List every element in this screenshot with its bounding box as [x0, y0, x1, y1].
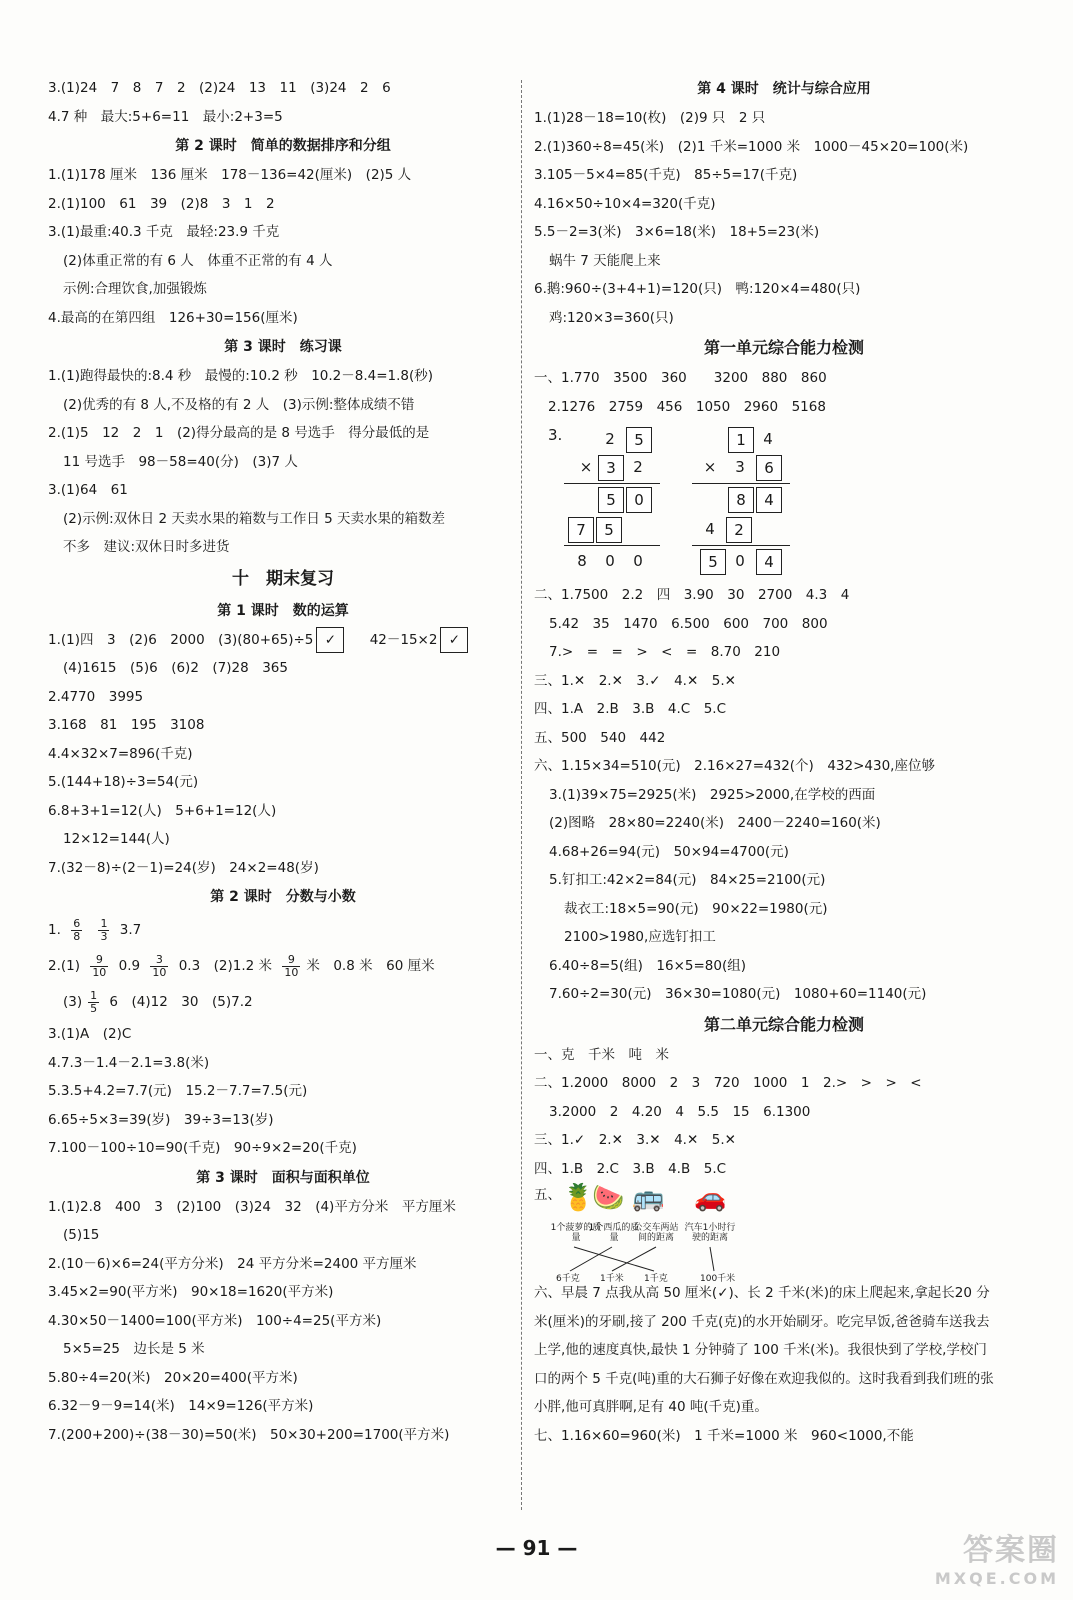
answer-line: 4.68+26=94(元) 50×94=4700(元) [549, 843, 789, 860]
numerator: 6 [73, 916, 81, 930]
numerator: 3 [155, 952, 163, 966]
check-box: ✓ [316, 627, 344, 653]
digit-box: 1 [728, 427, 754, 453]
match-caption: 公交车两站间的距离 [633, 1223, 679, 1243]
match-line [574, 1247, 654, 1271]
answer-text: 3.7 [119, 922, 142, 938]
column-divider [521, 80, 522, 1510]
watermark [935, 1525, 1059, 1588]
match-line [570, 1247, 612, 1271]
answer-line: 四、1.A 2.B 3.B 4.C 5.C [534, 701, 727, 717]
answer-line: 12×12=144(人) [63, 831, 170, 847]
answer-text: 米 0.8 米 60 厘米 [306, 958, 435, 974]
answer-line: 4.7 种 最大:5+6=11 最小:2+3=5 [48, 108, 283, 125]
answer-line: 5.80÷4=20(米) 20×20=400(平方米) [48, 1369, 298, 1386]
answer-line: 1.(1)28－18=10(枚) (2)9 只 2 只 [534, 110, 766, 126]
answer-line [48, 626, 518, 655]
answer-text: (3) [63, 994, 83, 1010]
answer-line: 二、1.7500 2.2 四 3.90 30 2700 4.3 4 [534, 587, 850, 603]
answer-text: 0.9 [118, 958, 141, 974]
answer-line: 2.(1)5 12 2 1 (2)得分最高的是 8 号选手 得分最低的是 [48, 425, 430, 441]
answer-line [48, 984, 518, 1020]
digit: 0 [735, 552, 745, 570]
match-line [710, 1247, 714, 1271]
answer-line: 示例:合理饮食,加强锻炼 [63, 281, 207, 297]
digit-box: 5 [596, 517, 622, 543]
unit-label: 6千克 [556, 1274, 580, 1284]
answer-line: 4.7.3－1.4－2.1=3.8(米) [48, 1054, 210, 1071]
page-number: — 91 — [495, 1536, 578, 1560]
multiplication-puzzles [534, 421, 1034, 581]
digit-box: 5 [598, 487, 624, 513]
pineapple-icon: 🍍 [562, 1183, 595, 1213]
numerator: 1 [100, 916, 108, 930]
right-column [534, 74, 1034, 1450]
answer-line: 7.(32－8)÷(2－1)=24(岁) 24×2=48(岁) [48, 859, 319, 876]
matching-diagram [534, 1183, 1034, 1284]
answer-line: 5.5－2=3(米) 3×6=18(米) 18+5=23(米) [534, 224, 820, 240]
answer-text: 2.(1) [48, 958, 81, 974]
match-line [612, 1247, 656, 1271]
answer-line: 裁衣工:18×5=90(元) 90×22=1980(元) [564, 900, 828, 917]
answer-line: 1.(1)178 厘米 136 厘米 178－136=42(厘米) (2)5 人 [48, 167, 412, 183]
answer-line: 7.> = = > < = 8.70 210 [549, 644, 781, 660]
answer-line: 2.(10－6)×6=24(平方分米) 24 平方分米=2400 平方厘米 [48, 1255, 417, 1272]
answer-line: 4.4×32×7=896(千克) [48, 745, 193, 762]
answer-line: 6.32－9－9=14(米) 14×9=126(平方米) [48, 1398, 314, 1414]
digit-box: 8 [728, 487, 754, 513]
answer-text: 3. [548, 426, 563, 444]
match-caption: 1个西瓜的质量 [588, 1223, 640, 1243]
digit-box: 4 [756, 549, 782, 575]
story-paragraph: 六、早晨 7 点我从高 50 厘米(✓)、长 2 千米(米)的床上爬起来,拿起长20 分米(厘米)的牙刷,接了 200 千克(克)的水开始刷牙。吃完早饭,爸爸骑车送我去上学,他的速度真快,最快 1 分钟骑了 100 千米(米)。我很快到了学校,学校门口的两个 5 千克(吨)重的大石狮子好像在欢迎我似的。这时我看到我们班的张小胖,他可真胖啊,足有 40 吨(千克)重。 [534, 1285, 994, 1415]
rule-line [564, 483, 660, 484]
answer-line: 蜗牛 7 天能爬上来 [549, 252, 661, 269]
check-box: ✓ [440, 627, 468, 653]
answer-line: (2)图略 28×80=2240(米) 2400－2240=160(米) [549, 815, 881, 831]
answer-line: 三、1.✓ 2.✕ 3.✕ 4.✕ 5.✕ [534, 1132, 736, 1148]
answer-line: 4.16×50÷10×4=320(千克) [534, 195, 716, 212]
bus-icon: 🚌 [632, 1183, 665, 1213]
denominator: 10 [152, 965, 167, 979]
digit: 4 [705, 520, 715, 538]
answer-line: 不多 建议:双休日时多进货 [63, 539, 230, 555]
answer-line: 3.168 81 195 3108 [48, 717, 205, 733]
answer-line: 五、500 540 442 [534, 729, 666, 746]
answer-text: 1. [48, 922, 61, 938]
times-sign: × [703, 458, 717, 476]
lesson-title: 第 2 课时 简单的数据排序和分组 [175, 138, 391, 154]
answer-text: 1.(1)四 3 (2)6 2000 (3)(80+65)÷5 [48, 631, 314, 648]
answer-line: 6.65÷5×3=39(岁) 39÷3=13(岁) [48, 1111, 274, 1128]
numerator: 9 [95, 952, 103, 966]
answer-line: 3.(1)最重:40.3 千克 最轻:23.9 千克 [48, 224, 280, 240]
denominator: 5 [90, 1001, 98, 1015]
digit-box: 5 [626, 427, 652, 453]
answer-text: 0.3 (2)1.2 米 [178, 958, 273, 974]
answer-line: (2)体重正常的有 6 人 体重不正常的有 4 人 [63, 252, 333, 269]
answer-text: 42－15×2 [369, 631, 438, 648]
left-column [48, 74, 518, 1449]
unit-label: 100千米 [700, 1274, 736, 1284]
answer-line: 5.钉扣工:42×2=84(元) 84×25=2100(元) [549, 872, 826, 888]
answer-line: 1.(1)2.8 400 3 (2)100 (3)24 32 (4)平方分米 平方厘米 [48, 1198, 456, 1215]
rule-line [564, 545, 660, 546]
answer-line: 3.(1)39×75=2925(米) 2925>2000,在学校的西面 [549, 786, 876, 803]
digit-box: 7 [568, 517, 594, 543]
page-number-value: 91 [522, 1536, 551, 1560]
answer-line: (5)15 [63, 1227, 100, 1243]
unit-label: 1千米 [600, 1274, 624, 1284]
answer-line: 鸡:120×3=360(只) [549, 309, 674, 326]
answer-line: 3.45×2=90(平方米) 90×18=1620(平方米) [48, 1284, 334, 1300]
digit-box: 5 [700, 549, 726, 575]
answer-line: 6.鹅:960÷(3+4+1)=120(只) 鸭:120×4=480(只) [534, 281, 861, 297]
digit-box: 2 [726, 517, 752, 543]
denominator: 3 [100, 929, 108, 943]
lesson-title: 第 4 课时 统计与综合应用 [697, 81, 871, 97]
digit: 2 [605, 430, 615, 448]
answer-line: 6.8+3+1=12(人) 5+6+1=12(人) [48, 802, 277, 819]
numerator: 9 [287, 952, 295, 966]
watermark-url: MXQE.COM [934, 1569, 1059, 1588]
answer-line: 3.(1)64 61 [48, 482, 128, 498]
answer-line: 3.(1)24 7 8 7 2 (2)24 13 11 (3)24 2 6 [48, 80, 391, 96]
answer-text: 五、 [534, 1187, 561, 1203]
denominator: 10 [284, 965, 299, 979]
answer-line: 一、1.770 3500 360 3200 880 860 [534, 370, 827, 386]
lesson-title: 第 2 课时 分数与小数 [210, 889, 356, 905]
rule-line [692, 483, 790, 484]
digit: 0 [605, 552, 615, 570]
answer-line: 5.(144+18)÷3=54(元) [48, 774, 199, 790]
answer-line: (2)示例:双休日 2 天卖水果的箱数与工作日 5 天卖水果的箱数差 [63, 510, 446, 527]
digit-box: 0 [626, 487, 652, 513]
answer-line: 4.30×50－1400=100(平方米) 100÷4=25(平方米) [48, 1312, 382, 1329]
answer-line: 4.最高的在第四组 126+30=156(厘米) [48, 309, 298, 326]
lesson-title: 第 3 课时 练习课 [224, 339, 342, 355]
test-title: 第二单元综合能力检测 [703, 1014, 864, 1034]
answer-line: 一、克 千米 吨 米 [534, 1046, 669, 1063]
denominator: 10 [92, 965, 107, 979]
match-caption: 1个菠萝的质量 [550, 1223, 602, 1243]
watermark-logo: 答案圈 [963, 1533, 1059, 1568]
answer-line: 七、1.16×60=960(米) 1 千米=1000 米 960<1000,不能 [534, 1427, 914, 1444]
answer-line: 3.(1)A (2)C [48, 1026, 132, 1042]
times-sign: × [579, 458, 593, 476]
answer-line: 2.1276 2759 456 1050 2960 5168 [548, 398, 826, 415]
answer-line: 2.(1)100 61 39 (2)8 3 1 2 [48, 195, 275, 212]
answer-line: 7.60÷2=30(元) 36×30=1080(元) 1080+60=1140(元) [549, 986, 927, 1002]
answer-line: (4)1615 (5)6 (6)2 (7)28 365 [63, 660, 288, 676]
answer-text: 6 (4)12 30 (5)7.2 [109, 994, 253, 1010]
digit-box: 4 [756, 487, 782, 513]
watermelon-icon: 🍉 [592, 1183, 625, 1213]
fraction [98, 918, 109, 943]
digit-box: 6 [756, 455, 782, 481]
answer-line: 3.105－5×4=85(千克) 85÷5=17(千克) [534, 167, 798, 183]
answer-line: 7.(200+200)÷(38－30)=50(米) 50×30+200=1700(平方米) [48, 1426, 450, 1443]
car-icon: 🚗 [694, 1183, 727, 1213]
answer-line: 1.(1)跑得最快的:8.4 秒 最慢的:10.2 秒 10.2－8.4=1.8(秒) [48, 368, 434, 384]
fraction [88, 990, 99, 1015]
answer-line: 2100>1980,应选钉扣工 [564, 929, 716, 945]
test-title: 第一单元综合能力检测 [703, 338, 864, 357]
answer-line: 六、1.15×34=510(元) 2.16×27=432(个) 432>430,座位够 [534, 758, 935, 774]
match-caption: 汽车1小时行驶的距离 [684, 1223, 736, 1243]
fraction [282, 954, 300, 979]
digit: 3 [735, 458, 745, 476]
answer-line [48, 912, 518, 948]
lesson-title: 第 3 课时 面积与面积单位 [196, 1169, 370, 1186]
denominator: 8 [73, 929, 81, 943]
lesson-title: 第 1 课时 数的运算 [217, 602, 349, 619]
answer-line: 二、1.2000 8000 2 3 720 1000 1 2.> > > < [534, 1075, 922, 1091]
fraction [150, 954, 168, 979]
answer-line [48, 948, 518, 984]
answer-line: (2)优秀的有 8 人,不及格的有 2 人 (3)示例:整体成绩不错 [63, 396, 415, 413]
answer-line: 3.2000 2 4.20 4 5.5 15 6.1300 [549, 1103, 811, 1120]
answer-line: 5×5=25 边长是 5 米 [63, 1341, 205, 1357]
answer-line: 2.(1)360÷8=45(米) (2)1 千米=1000 米 1000－45×20=100(米) [534, 138, 969, 155]
answer-line: 2.4770 3995 [48, 688, 144, 705]
answer-line: 三、1.✕ 2.✕ 3.✓ 4.✕ 5.✕ [534, 672, 736, 689]
numerator: 1 [90, 988, 98, 1002]
answer-line: 7.100－100÷10=90(千克) 90÷9×2=20(千克) [48, 1140, 357, 1156]
digit: 8 [577, 552, 587, 570]
rule-line [692, 545, 790, 546]
answer-line: 四、1.B 2.C 3.B 4.B 5.C [534, 1160, 727, 1177]
digit-box: 3 [598, 455, 624, 481]
answer-line: 5.3.5+4.2=7.7(元) 15.2－7.7=7.5(元) [48, 1083, 308, 1099]
answer-line: 6.40÷8=5(组) 16×5=80(组) [549, 957, 746, 974]
fraction [71, 918, 82, 943]
unit-title: 十 期末复习 [232, 568, 334, 589]
answer-line: 11 号选手 98－58=40(分) (3)7 人 [63, 453, 298, 470]
answer-line: 5.42 35 1470 6.500 600 700 800 [549, 615, 828, 632]
digit: 0 [633, 552, 643, 570]
unit-label: 1千克 [644, 1274, 668, 1284]
fraction [90, 954, 108, 979]
digit: 2 [633, 458, 643, 476]
match-lines [534, 1183, 754, 1279]
digit: 4 [763, 430, 773, 448]
